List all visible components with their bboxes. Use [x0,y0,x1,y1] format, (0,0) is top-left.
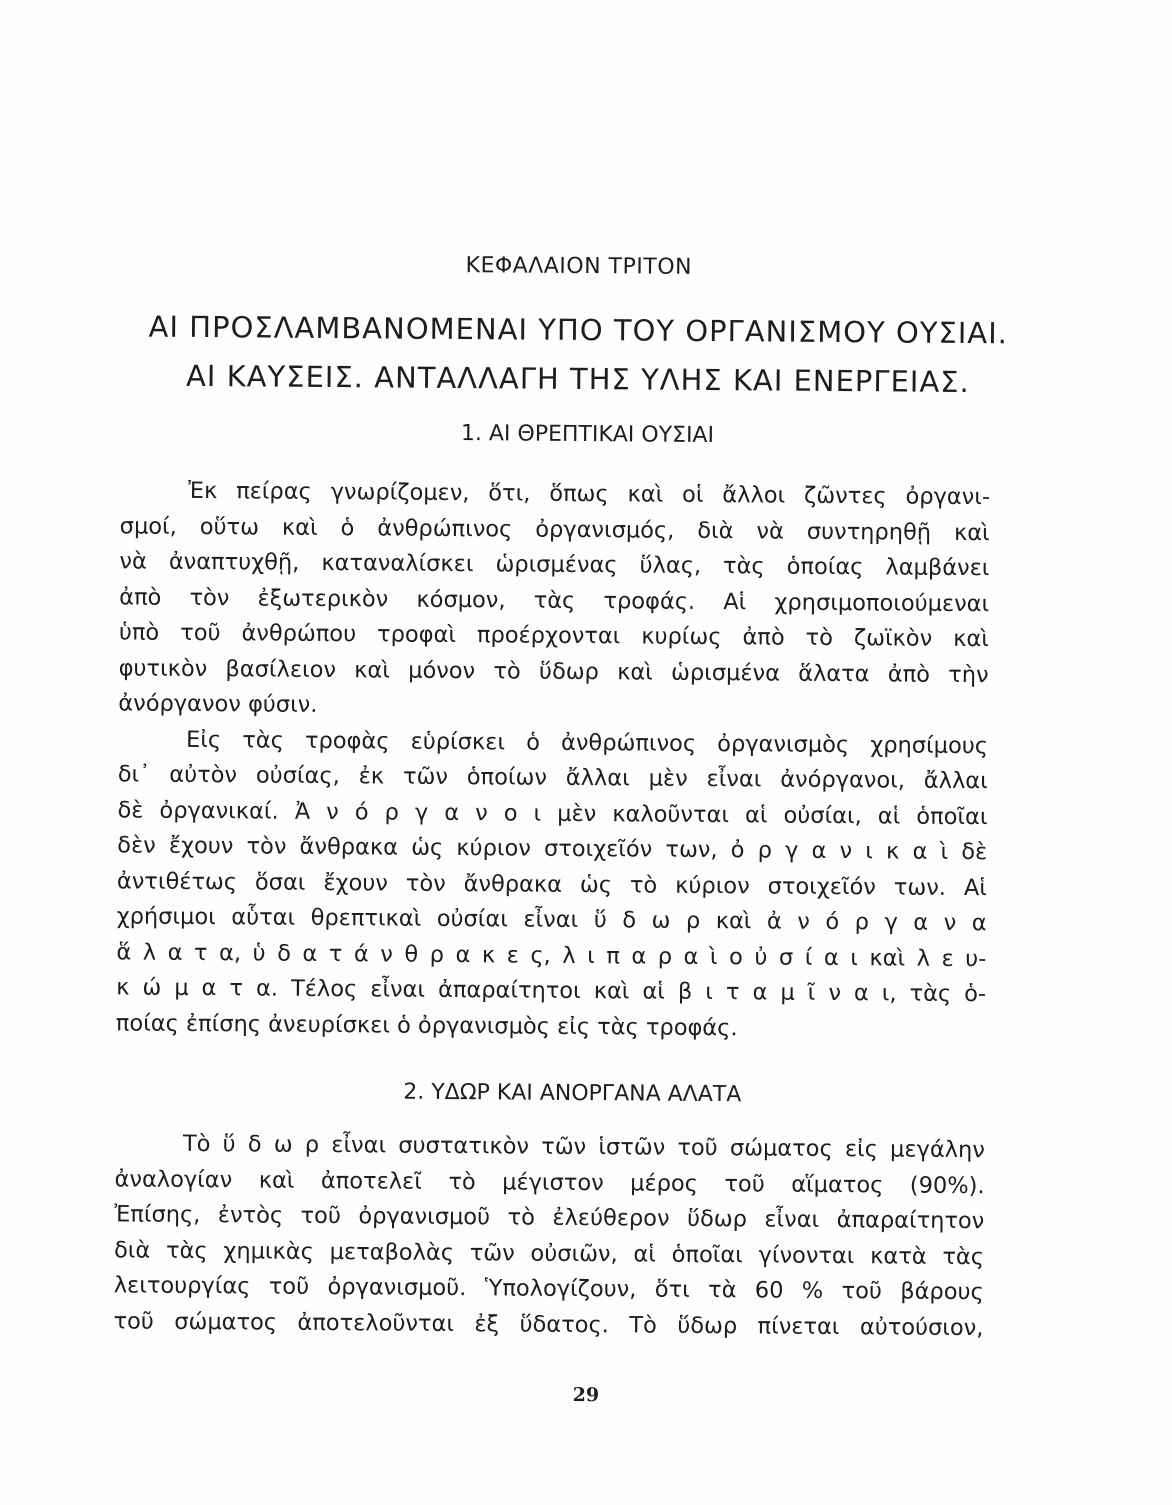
section-1-body [116,473,990,1048]
text-line: Τὸ ὕ δ ω ρ εἶναι συστατικὸν τῶν ἱστῶν τοῦ σώματος εἰς μεγάλην [182,1130,985,1164]
text-line: Ἐκ πείρας γνωρίζομεν, ὅτι, ὅπως καὶ οἱ ἄλλοι ζῶντες ὀργανι- [187,477,991,511]
text-line: λειτουργίας τοῦ ὀργανισμοῦ. Ὑπολογίζουν, ὅτι τὰ 60 % τοῦ βάρους [113,1272,984,1306]
chapter-title-line-2: ΑΙ ΚΑΥΣΕΙΣ. ΑΝΤΑΛΛΑΓΗ ΤΗΣ ΥΛΗΣ ΚΑΙ ΕΝΕΡΓΕΙΑΣ. [185,358,970,400]
section-2-heading: 2. ΥΔΩΡ ΚΑΙ ΑΝΟΡΓΑΝΑ ΑΛΑΤΑ [403,1079,742,1108]
text-line: τοῦ σώματος ἀποτελοῦνται ἐξ ὕδατος. Τὸ ὕδωρ πίνεται αὐτούσιον, [113,1307,984,1341]
chapter-title-line-1: ΑΙ ΠΡΟΣΛΑΜΒΑΝΟΜΕΝΑΙ ΥΠΟ ΤΟΥ ΟΡΓΑΝΙΣΜΟΥ ΟΥΣΙΑΙ. [148,309,1009,351]
text-line: νὰ ἀναπτυχθῇ, καταναλίσκει ὡρισμένας ὕλας, τὰς ὁποίας λαμβάνει [119,548,990,582]
text-line: ἀναλογίαν καὶ ἀποτελεῖ τὸ μέγιστον μέρος τοῦ αἵματος (90%). [114,1165,985,1199]
text-line: ὑπὸ τοῦ ἀνθρώπου τροφαὶ προέρχονται κυρίως ἀπὸ τὸ ζωϊκὸν καὶ [118,619,989,653]
text-line: φυτικὸν βασίλειον καὶ μόνον τὸ ὕδωρ καὶ ὡρισμένα ἅλατα ἀπὸ τὴν [118,654,989,688]
text-line: ἀντιθέτως ὅσαι ἔχουν τὸν ἄνθρακα ὡς τὸ κύριον στοιχεῖόν των. Αἱ [116,867,988,901]
text-line: Εἰς τὰς τροφὰς εὑρίσκει ὁ ἀνθρώπινος ὀργανισμὸς χρησίμους [185,726,989,759]
text-line: δὲν ἔχουν τὸν ἄνθρακα ὡς κύριον στοιχεῖόν των, ὀ ρ γ α ν ι κ α ὶ δὲ [117,832,988,866]
text-line: δι᾽ αὐτὸν οὐσίας, ἐκ τῶν ὁποίων ἄλλαι μὲν εἶναι ἀνόργανοι, ἄλλαι [117,761,988,795]
text-line: χρήσιμοι αὗται θρεπτικαὶ οὐσίαι εἶναι ὕ δ ω ρ καὶ ἀ ν ό ρ γ α ν α [116,903,987,937]
text-line: ἀνόργανον φύσιν. [118,690,318,718]
section-1-heading: 1. ΑΙ ΘΡΕΠΤΙΚΑΙ ΟΥΣΙΑΙ [460,421,715,449]
chapter-label: ΚΕΦΑΛΑΙΟΝ ΤΡΙΤΟΝ [465,253,693,280]
page-number: 29 [572,1383,600,1407]
text-line: δὲ ὀργανικαί. Ἀ ν ό ρ γ α ν ο ι μὲν καλοῦνται αἱ οὐσίαι, αἱ ὁποῖαι [117,796,988,830]
text-line: ἅ λ α τ α, ὑ δ α τ ά ν θ ρ α κ ε ς, λ ι π α ρ α ὶ ο ὐ σ ί α ι καὶ λ ε υ- [116,938,987,972]
text-line: Ἐπίσης, ἐντὸς τοῦ ὀργανισμοῦ τὸ ἐλεύθερον ὕδωρ εἶναι ἀπαραίτητον [114,1201,985,1235]
text-line: κ ώ μ α τ α. Τέλος εἶναι ἀπαραίτητοι καὶ αἱ β ι τ α μ ῖ ν α ι, τὰς ὁ- [116,974,987,1008]
text-line: ἀπὸ τὸν ἐξωτερικὸν κόσμον, τὰς τροφάς. Αἱ χρησιμοποιούμεναι [119,583,990,617]
section-2-body [113,1126,985,1346]
text-line: ποίας ἐπίσης ἀνευρίσκει ὁ ὀργανισμὸς εἰς τὰς τροφάς. [115,1009,738,1041]
text-line: διὰ τὰς χημικὰς μεταβολὰς τῶν οὐσιῶν, αἱ ὁποῖαι γίνονται κατὰ τὰς [113,1236,985,1270]
text-line: σμοί, οὕτω καὶ ὁ ἀνθρώπινος ὀργανισμός, διὰ νὰ συντηρηθῇ καὶ [119,512,990,546]
